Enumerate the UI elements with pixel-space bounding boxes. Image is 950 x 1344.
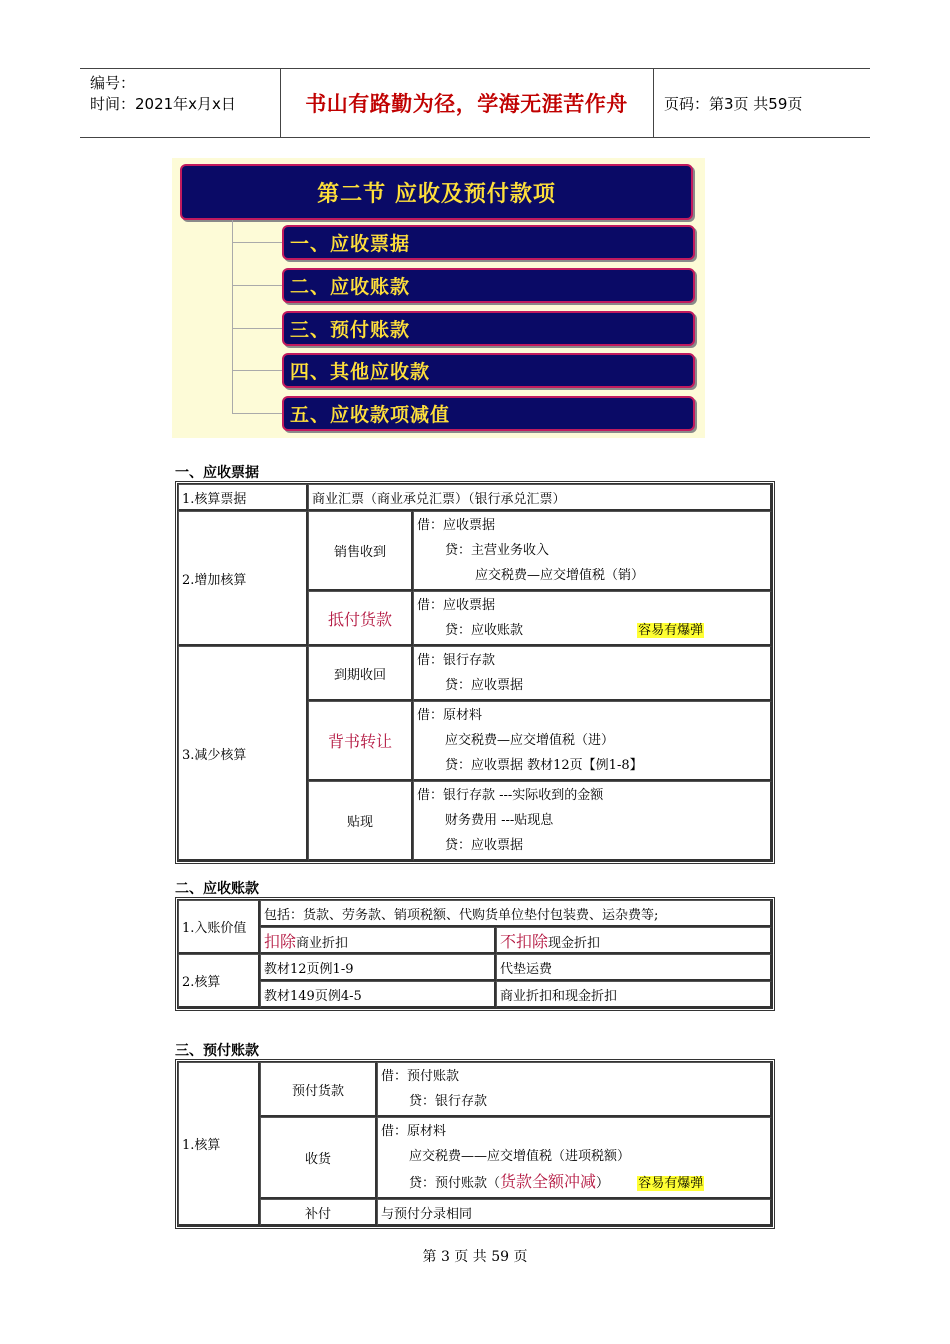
time-label: 时间：2021年x月x日 <box>90 95 236 113</box>
highlight-text: 扣除 <box>264 931 297 951</box>
header-page-cell <box>654 69 870 137</box>
warning-note: 容易有爆弹 <box>638 1176 704 1191</box>
case-label: 预付货款 <box>260 1062 377 1117</box>
row-label: 1.入账价值 <box>178 900 260 954</box>
entry-line: 借：预付账款 <box>381 1069 460 1084</box>
section-diagram <box>172 158 705 438</box>
section-title: 三、预付账款 <box>175 1043 259 1059</box>
entry-line: 贷：银行存款 <box>409 1094 488 1109</box>
journal-entry <box>413 646 772 701</box>
case-label: 销售收到 <box>308 511 413 591</box>
row-value: 代垫运费 <box>496 954 772 981</box>
diagram-title: 第二节 应收及预付款项 <box>180 164 693 220</box>
motto: 书山有路勤为径，学海无涯苦作舟 <box>305 92 628 116</box>
tree-branch <box>232 242 282 243</box>
row-value <box>496 927 772 954</box>
highlight-text: 不扣除 <box>500 931 549 951</box>
row-label: 2.增加核算 <box>178 511 308 646</box>
entry-line: 贷：应收票据 <box>445 678 524 693</box>
entry-line: 借：银行存款 ---实际收到的金额 <box>417 788 604 803</box>
tree-branch <box>232 370 282 371</box>
entry-text: 贷：应收账款 <box>445 623 524 638</box>
case-label: 贴现 <box>308 781 413 861</box>
entry-line: 财务费用 ---贴现息 <box>445 813 554 828</box>
page-info: 页码：第3页 共59页 <box>664 94 803 113</box>
entry-line: 应交税费—应交增值税（进） <box>445 733 615 748</box>
case-label <box>308 701 413 781</box>
case-label: 补付 <box>260 1199 377 1226</box>
entry-line <box>417 618 767 643</box>
journal-entry <box>413 591 772 646</box>
case-label <box>308 591 413 646</box>
page-footer: 第 3 页 共 59 页 <box>422 1249 528 1265</box>
entry-line: 贷：主营业务收入 <box>445 543 550 558</box>
prepayments-table <box>175 1059 775 1229</box>
highlight-text: 货款全额冲减 <box>500 1172 597 1191</box>
entry-line: 贷：应收票据 教材12页【例1-8】 <box>445 758 643 773</box>
diagram-item: 五、应收款项减值 <box>282 396 695 431</box>
row-label: 1.核算 <box>178 1062 260 1226</box>
journal-entry <box>377 1117 772 1199</box>
case-label: 到期收回 <box>308 646 413 701</box>
row-value: 商业折扣和现金折扣 <box>496 981 772 1008</box>
entry-line: 贷：应收票据 <box>445 838 524 853</box>
highlight-text: 背书转让 <box>327 732 392 751</box>
tree-branch <box>232 285 282 286</box>
entry-line: 应交税费—应交增值税（销） <box>475 568 645 583</box>
page-header <box>80 68 870 138</box>
accounts-receivable-table <box>175 897 775 1011</box>
section-title: 一、应收票据 <box>175 465 259 481</box>
case-label: 收货 <box>260 1117 377 1199</box>
diagram-item: 三、预付账款 <box>282 311 695 346</box>
journal-entry <box>377 1062 772 1117</box>
header-meta <box>80 69 281 137</box>
section-title: 二、应收账款 <box>175 881 259 897</box>
entry-text: ） <box>596 1176 610 1191</box>
row-label: 3.减少核算 <box>178 646 308 861</box>
entry-line: 借：应收票据 <box>417 598 496 613</box>
highlight-text: 抵付货款 <box>327 609 392 629</box>
row-value: 商业汇票（商业承兑汇票）（银行承兑汇票） <box>308 484 772 511</box>
entry-line: 借：原材料 <box>417 708 483 723</box>
entry-text: 贷：预付账款（ <box>409 1176 501 1191</box>
entry-line: 借：银行存款 <box>417 653 496 668</box>
row-value: 教材149页例4-5 <box>260 981 496 1008</box>
row-value: 与预付分录相同 <box>377 1199 772 1226</box>
entry-line: 应交税费——应交增值税（进项税额） <box>409 1149 631 1164</box>
diagram-item: 四、其他应收款 <box>282 353 695 388</box>
warning-note: 容易有爆弹 <box>638 623 704 638</box>
journal-entry <box>413 511 772 591</box>
row-label: 1.核算票据 <box>178 484 308 511</box>
cell-text: 商业折扣 <box>296 935 349 951</box>
diagram-item: 一、应收票据 <box>282 225 695 260</box>
cell-text: 现金折扣 <box>548 935 601 951</box>
entry-line: 借：原材料 <box>381 1124 447 1139</box>
notes-receivable-table <box>175 481 775 864</box>
tree-branch <box>232 413 282 414</box>
journal-entry <box>413 701 772 781</box>
row-label: 2.核算 <box>178 954 260 1008</box>
number-label: 编号： <box>90 74 136 92</box>
header-motto-cell <box>280 69 654 137</box>
journal-entry <box>413 781 772 861</box>
diagram-item: 二、应收账款 <box>282 268 695 303</box>
tree-line <box>232 220 233 414</box>
tree-branch <box>232 328 282 329</box>
entry-line: 借：应收票据 <box>417 518 496 533</box>
row-value: 包括：货款、劳务款、销项税额、代购货单位垫付包装费、运杂费等; <box>260 900 772 927</box>
row-value: 教材12页例1-9 <box>260 954 496 981</box>
row-value <box>260 927 496 954</box>
entry-line <box>381 1169 767 1196</box>
